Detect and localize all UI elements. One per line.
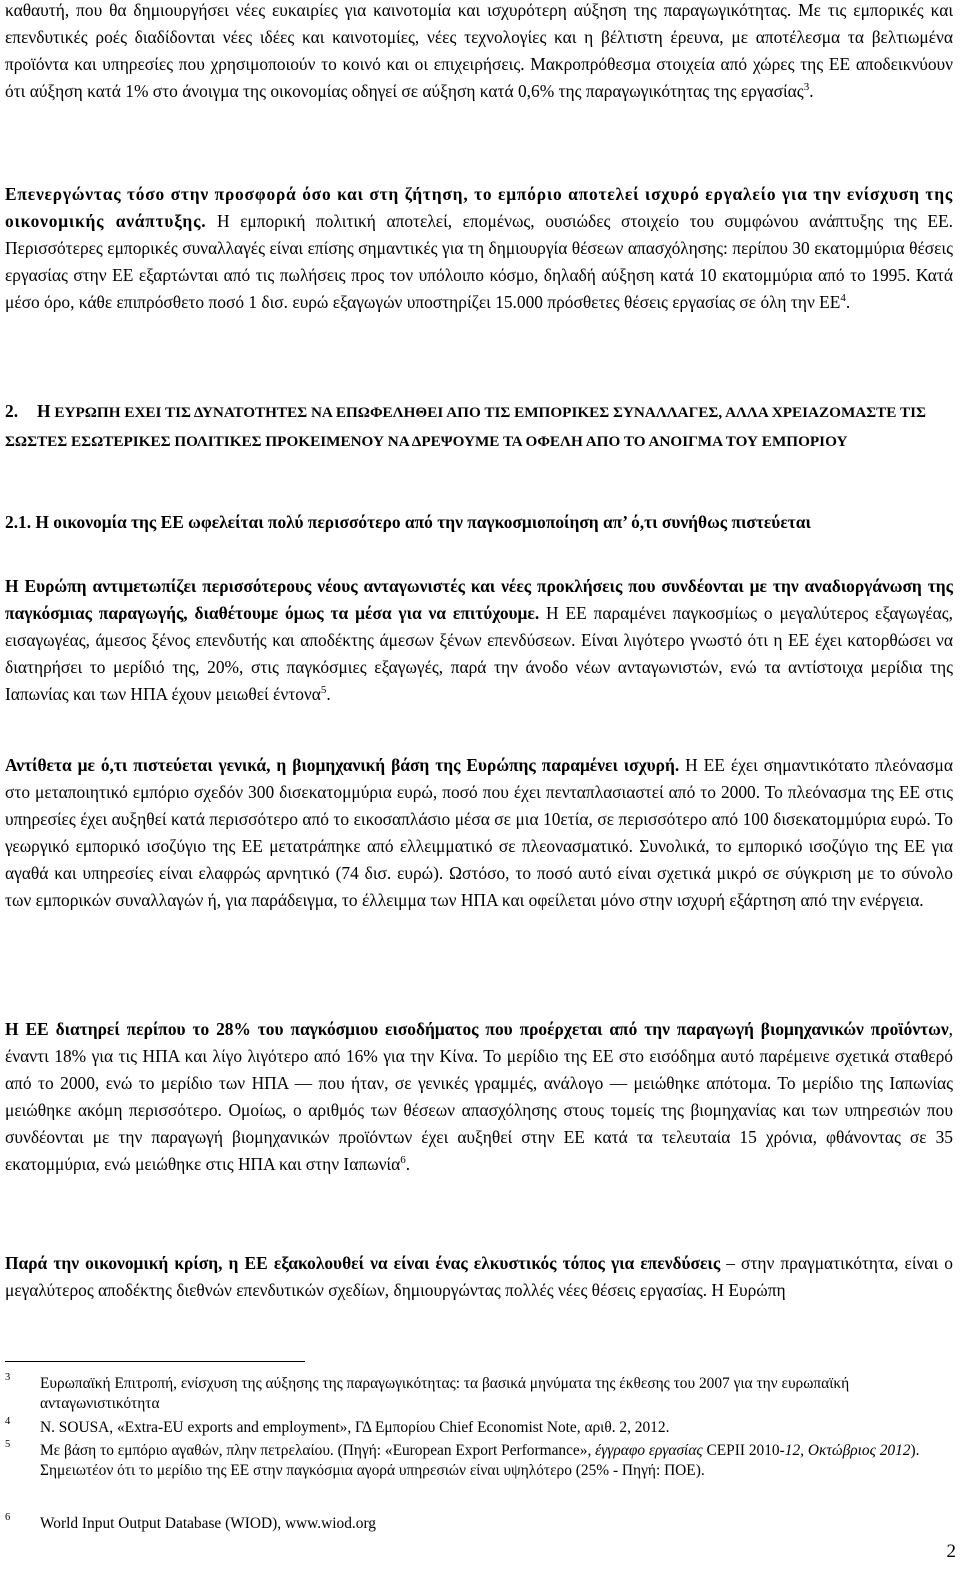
footnote-ref-6[interactable]: 6 — [400, 1154, 406, 1167]
footnote-ref-3[interactable]: 3 — [803, 81, 810, 94]
footnote-text: Με βάση το εμπόριο αγαθών, πλην πετρελαίου. (Πηγή: «European Export Performance», έγγραφο εργασίας CEPII 2010-12, Οκτώβριος 2012). Σημειωτέον ότι το μερίδιο της ΕΕ στην παγκόσμια αγορά υπηρεσιών είναι υψηλότερο (25% - Πηγή: ΠΟΕ). — [40, 1442, 920, 1479]
footnote-text: N. SOUSA, «Extra-EU exports and employment», ΓΔ Εμπορίου Chief Economist Note, αριθ. 2, 2012. — [40, 1419, 670, 1436]
paragraph-europe-competitors: Η Ευρώπη αντιμετωπίζει περισσότερους νέους ανταγωνιστές και νέες προκλήσεις που συνδέονται με την αναδιοργάνωση της παγκόσμιας παραγωγής, διαθέτουμε όμως τα μέσα για να επιτύχουμε. Η ΕΕ παραμένει παγκοσμίως ο μεγαλύτερος εξαγωγέας, εισαγωγέας, άμεσος ξένος επενδυτής και αποδέκτης άμεσων ξένων επενδύσεων. Είναι λιγότερο γνωστό ότι η ΕΕ έχει κατορθώσει να διατηρήσει το μερίδιό της, 20%, στις παγκόσμιες εξαγωγές, παρά την άνοδο νέων ανταγωνιστών, ενώ τα αντίστοιχα μερίδια της Ιαπωνίας και των ΗΠΑ έχουν μειωθεί έντονα$^5$. — [5, 576, 954, 704]
paragraph-industrial-base: Αντίθετα με ό,τι πιστεύεται γενικά, η βιομηχανική βάση της Ευρώπης παραμένει ισχυρή. Η ΕΕ έχει σημαντικότατο πλεόνασμα στο μεταποιητικό εμπόριο σχεδόν 300 δισεκατομμύρια ευρώ, ποσό που έχει πενταπλασιαστεί από το 2000. Το πλεόνασμα της ΕΕ στις υπηρεσίες έχει αυξηθεί κατά περισσότερο από το εικοσαπλάσιο μέσα σε μια 10ετία, σε περισσότερο από 100 δισεκατομμύρια ευρώ. Το γεωργικό εμπορικό ισοζύγιο της ΕΕ μετατράπηκε από ελλειμματικό σε πλεονασματικό. Συνολικά, το εμπορικό ισοζύγιο της ΕΕ για αγαθά και υπηρεσίες είναι ελαφρώς αρνητικό (74 δισ. ευρώ). Ωστόσο, το ποσό αυτό είναι σχετικά μικρό σε σύγκριση με το σύνολο των εμπορικών συναλλαγών ή, για παράδειγμα, το έλλειμμα των ΗΠΑ και οφείλεται μόνο στην ισχυρή εξάρτηση από την ενέργεια. — [5, 755, 953, 910]
paragraph-lead-bold: Η ΕΕ διατηρεί περίπου το 28% του παγκόσμιου εισοδήματος που προέρχεται από την παραγωγή βιομηχανικών προϊόντων — [5, 1019, 949, 1039]
footnote-text: World Input Output Database (WIOD), www.wiod.org — [40, 1515, 376, 1532]
paragraph-lead-bold: Παρά την οικονομική κρίση, η ΕΕ εξακολουθεί να είναι ένας ελκυστικός τόπος για επενδύσεις — [5, 1253, 721, 1273]
footnote-ref-4[interactable]: 4 — [840, 292, 846, 305]
paragraph-investment: Παρά την οικονομική κρίση, η ΕΕ εξακολουθεί να είναι ένας ελκυστικός τόπος για επενδύσεις – στην πραγματικότητα, είναι ο μεγαλύτερος αποδέκτης διεθνών επενδυτικών σχεδίων, δημιουργώντας πολλές νέες θέσεις εργασίας. Η Ευρώπη — [5, 1253, 953, 1300]
section-heading-2: 2. Η ΕΥΡΩΠΗ ΕΧΕΙ ΤΙΣ ΔΥΝΑΤΟΤΗΤΕΣ ΝΑ ΕΠΩΦΕΛΗΘΕΙ ΑΠΟ ΤΙΣ ΕΜΠΟΡΙΚΕΣ ΣΥΝΑΛΛΑΓΕΣ, ΑΛΛΑ ΧΡΕΙΑΖΟΜΑΣΤΕ ΤΙΣ ΣΩΣΤΕΣ ΕΣΩΤΕΡΙΚΕΣ ΠΟΛΙΤΙΚΕΣ ΠΡΟΚΕΙΜΕΝΟΥ ΝΑ ΔΡΕΨΟΥΜΕ ΤΑ ΟΦΕΛΗ ΑΠΟ ΤΟ ΑΝΟΙΓΜΑ ΤΟΥ ΕΜΠΟΡΙΟΥ — [5, 401, 926, 450]
footnote-separator — [5, 1361, 305, 1362]
paragraph-lead-bold: Η Ευρώπη αντιμετωπίζει περισσότερους νέους ανταγωνιστές και νέες προκλήσεις που συνδέονται με την αναδιοργάνωση της παγκόσμιας παραγωγής, διαθέτουμε όμως τα μέσα για να επιτύχουμε. — [5, 576, 953, 623]
paragraph-lead-bold: Επενεργώντας τόσο στην προσφορά όσο και στη ζήτηση, το εμπόριο αποτελεί ισχυρό εργαλείο για την ενίσχυση της οικονομικής ανάπτυξης. — [5, 184, 953, 231]
section-heading-2-1: 2.1. Η οικονομία της ΕΕ ωφελείται πολύ περισσότερο από την παγκοσμιοποίηση απ’ ό,τι συνήθως πιστεύεται — [5, 512, 811, 532]
footnote-number: 6 — [5, 1512, 11, 1523]
footnote-text: Ευρωπαϊκή Επιτροπή, ενίσχυση της αύξησης της παραγωγικότητας: τα βασικά μηνύματα της έκθεσης του 2007 για την ευρωπαϊκή ανταγωνιστικότητα — [40, 1375, 850, 1412]
paragraph-productivity: καθαυτή, που θα δημιουργήσει νέες ευκαιρίες για καινοτομία και ισχυρότερη αύξηση της παραγωγικότητας. Με τις εμπορικές και επενδυτικές ροές διαδίδονται νέες ιδέες και καινοτομίες, νέες τεχνολογίες και η βέλτιστη έρευνα, με αποτέλεσμα τα βελτιωμένα προϊόντα και υπηρεσίες που χρησιμοποιούν το κοινό και οι επιχειρήσεις. Μακροπρόθεσμα στοιχεία από χώρες της ΕΕ αποδεικνύουν ότι αύξηση κατά 1% στο άνοιγμα της οικονομίας οδηγεί σε αύξηση κατά 0,6% της παραγωγικότητας της εργασίας$^3$. — [5, 0, 953, 101]
footnote-number: 4 — [5, 1416, 11, 1427]
paragraph-global-income: Η ΕΕ διατηρεί περίπου το 28% του παγκόσμιου εισοδήματος που προέρχεται από την παραγωγή βιομηχανικών προϊόντων, έναντι 18% για τις ΗΠΑ και λίγο λιγότερο από 16% για την Κίνα. Το μερίδιο της ΕΕ στο εισόδημα αυτό παρέμεινε σχετικά σταθερό από το 2000, ενώ το μερίδιο των ΗΠΑ — που ήταν, σε γενικές γραμμές, ανάλογο — μειώθηκε απότομα. Το μερίδιο της Ιαπωνίας μειώθηκε ακόμη περισσότερο. Ομοίως, ο αριθμός των θέσεων απασχόλησης στους τομείς της βιομηχανίας και των υπηρεσιών που συνδέονται με την παραγωγή βιομηχανικών προϊόντων έχει αυξηθεί στην ΕΕ κατά τα τελευταία 15 χρόνια, φθάνοντας σε 35 εκατομμύρια, ενώ μειώθηκε στις ΗΠΑ και στην Ιαπωνία$^6$. — [5, 1019, 953, 1174]
paragraph-lead-bold: Αντίθετα με ό,τι πιστεύεται γενικά, η βιομηχανική βάση της Ευρώπης παραμένει ισχυρή. — [5, 755, 680, 775]
footnote-number: 5 — [5, 1439, 11, 1450]
footnote-number: 3 — [5, 1372, 11, 1383]
paragraph-trade-growth: Επενεργώντας τόσο στην προσφορά όσο και στη ζήτηση, το εμπόριο αποτελεί ισχυρό εργαλείο για την ενίσχυση της οικονομικής ανάπτυξης. Η εμπορική πολιτική αποτελεί, επομένως, ουσιώδες στοιχείο του συμφώνου ανάπτυξης της ΕΕ. Περισσότερες εμπορικές συναλλαγές είναι επίσης σημαντικές για τη δημιουργία θέσεων απασχόλησης: περίπου 30 εκατομμύρια θέσεις εργασίας στην ΕΕ εξαρτώνται από τις πωλήσεις προς τον υπόλοιπο κόσμο, δηλαδή αύξηση κατά 10 εκατομμύρια από το 1995. Κατά μέσο όρο, κάθε επιπρόσθετο ποσό 1 δισ. ευρώ εξαγωγών υποστηρίζει 15.000 πρόσθετες θέσεις εργασίας σε όλη την $EE^4$. — [5, 184, 954, 312]
footnote-ref-5[interactable]: 5 — [320, 684, 327, 697]
page-number: 2 — [946, 1541, 956, 1562]
